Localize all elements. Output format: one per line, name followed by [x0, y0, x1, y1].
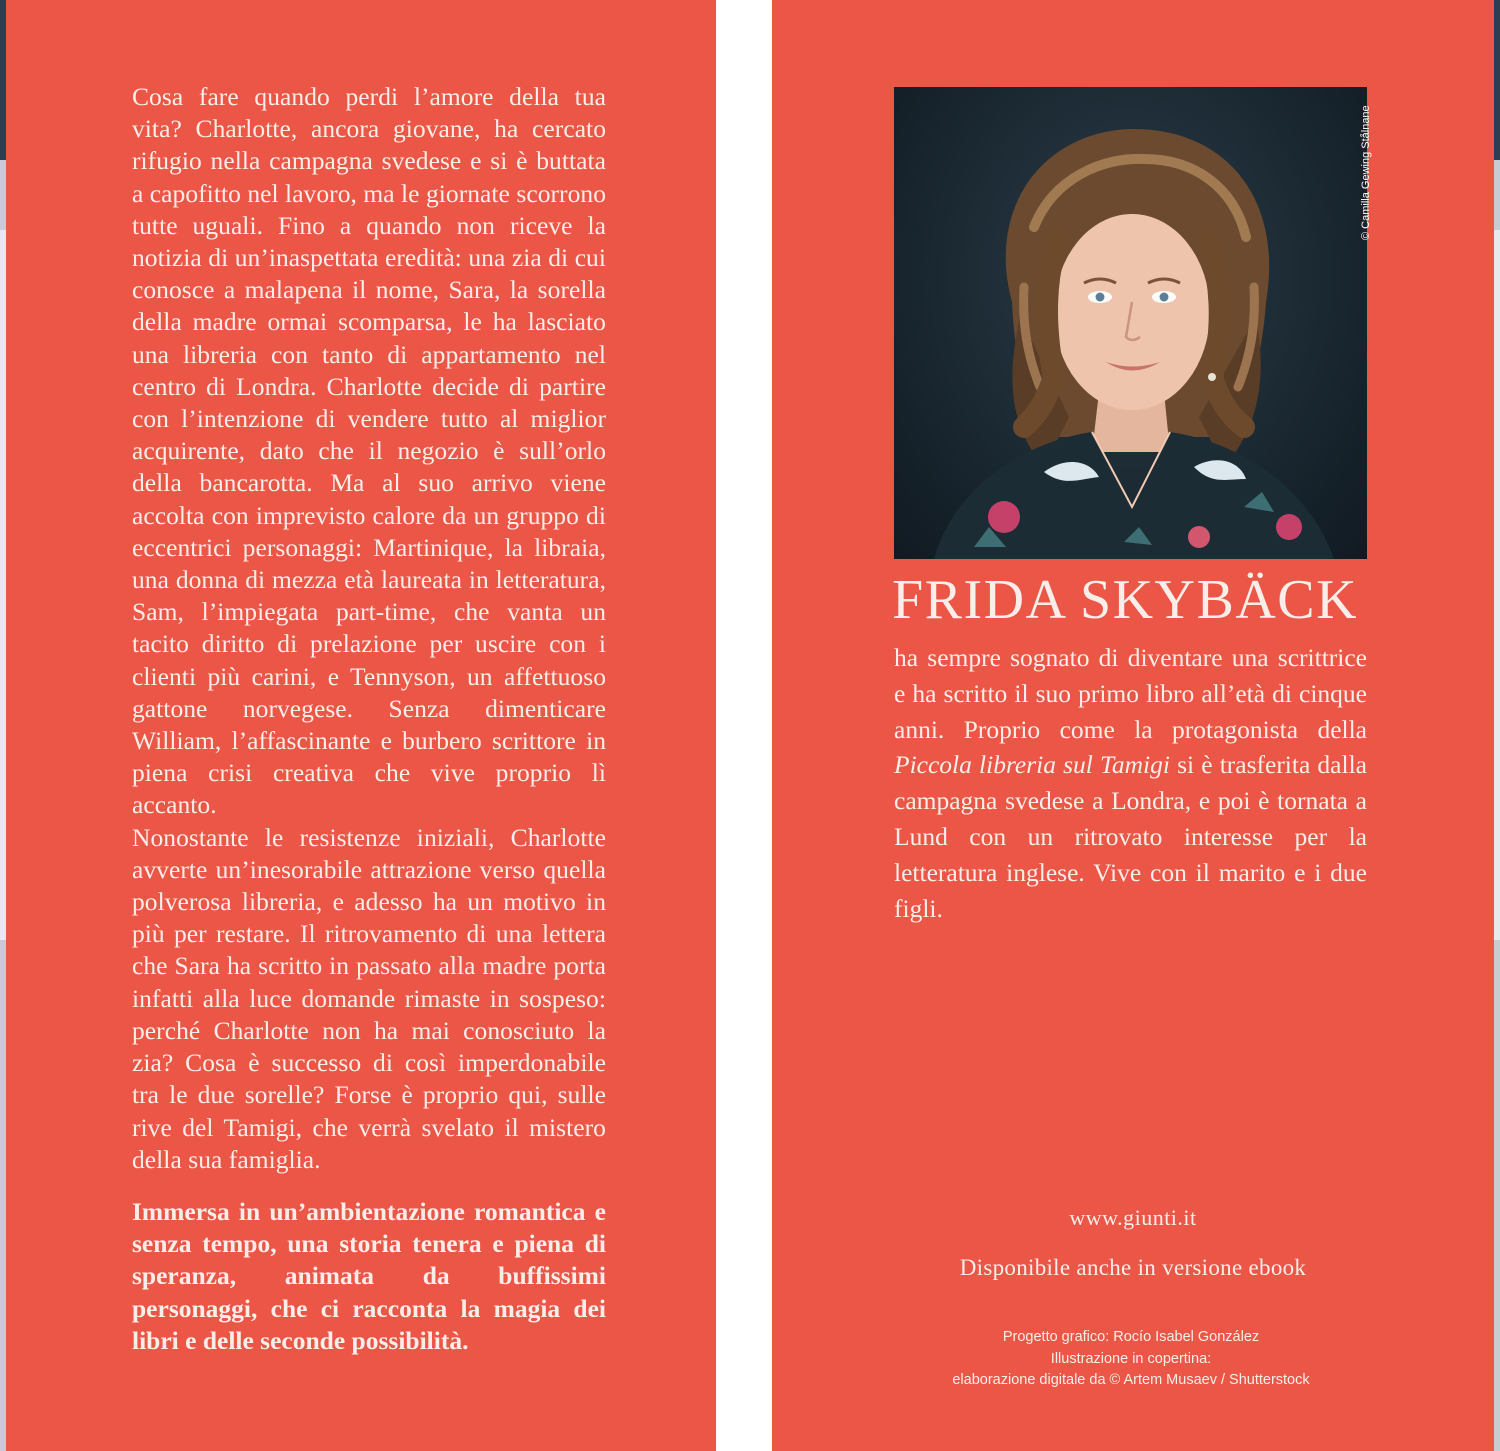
tagline: Immersa in un’ambientazione romantica e senza tempo, una storia tenera e piena di speranza, animata da buffissimi personaggi, che ci racconta la magia dei libri e delle seconde possibilità. — [132, 1197, 606, 1355]
design-credits — [772, 1327, 1490, 1392]
publisher-website: www.giunti.it — [1069, 1205, 1197, 1230]
credit-line: Illustrazione in copertina: — [1050, 1350, 1212, 1367]
back-flap — [6, 0, 716, 1451]
author-photo — [894, 87, 1367, 559]
photo-credit: © Camilla Gewing Stålnane — [1360, 105, 1372, 240]
credit-line: elaborazione digitale da © Artem Musaev / Shutterstock — [952, 1372, 1310, 1388]
portrait-illustration — [894, 87, 1367, 559]
blurb-text — [132, 81, 606, 1176]
bio-book-title: Piccola libreria sul Tamigi — [894, 750, 1170, 780]
bio-text: ha sempre sognato di diventare una scrittrice e ha scritto il suo primo libro all’età di cinque anni. Proprio come la protagonista della — [894, 643, 1367, 744]
author-flap — [772, 0, 1494, 1451]
author-bio — [894, 640, 1367, 926]
blurb-paragraph: Nonostante le resistenze iniziali, Charlotte avverte un’inesorabile attrazione verso quella polverosa libreria, e adesso ha un motivo in più per restare. Il ritrovamento di una lettera che Sara ha scritto in passato alla madre porta infatti alla luce domande rimaste in sospeso: perché Charlotte non ha mai conosciuto la zia? Cosa è successo di così imperdonabile tra le due sorelle? Forse è proprio qui, sulle rive del Tamigi, che verrà svelato il mistero della sua famiglia. — [132, 822, 606, 1174]
ebook-availability-note: Disponibile anche in versione ebook — [959, 1255, 1307, 1280]
author-name: FRIDA SKYBÄCK — [892, 569, 1359, 631]
right-edge-strip — [1494, 0, 1500, 1451]
bio-text: si è trasferita dalla campagna svedese a Londra, e poi è tornata a Lund con un ritrovato interesse per la letteratura inglese. Vive con il marito e i due figli. — [894, 750, 1367, 923]
credit-line: Progetto grafico: Rocío Isabel González — [1002, 1329, 1260, 1345]
blurb-paragraph: Cosa fare quando perdi l’amore della tua vita? Charlotte, ancora giovane, ha cercato rifugio nella campagna svedese e si è buttata a capofitto nel lavoro, ma le giornate scorrono tutte uguali. Fino a quando non riceve la notizia di un’inaspettata eredità: una zia di cui conosce a malapena il nome, Sara, la sorella della madre ormai scomparsa, le ha lasciato una libreria con tanto di appartamento nel centro di Londra. Charlotte decide di partire con l’intenzione di vendere tutto al miglior acquirente, dato che il negozio è sull’orlo della bancarotta. Ma al suo arrivo viene accolta con imprevisto calore da un gruppo di eccentrici personaggi: Martinique, la libraia, una donna di mezza età laureata in letteratura, Sam, l’impiegata part-time, che vanta un tacito diritto di prelazione per uscire con i clienti più carini, e Tennyson, un affettuoso gattone norvegese. Senza dimenticare William, l’affascinante e burbero scrittore in piena crisi creativa che vive proprio lì accanto. — [132, 82, 606, 820]
